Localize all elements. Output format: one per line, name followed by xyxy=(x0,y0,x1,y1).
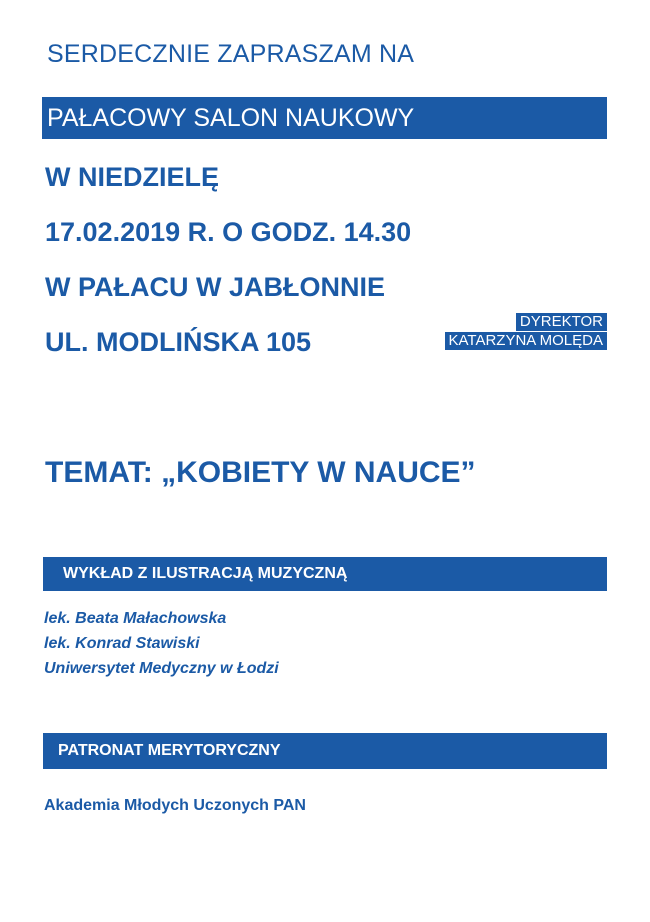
event-name-banner: PAŁACOWY SALON NAUKOWY xyxy=(42,97,607,139)
event-address: UL. MODLIŃSKA 105 xyxy=(45,327,312,357)
speaker-affiliation: Uniwersytet Medyczny w Łodzi xyxy=(44,660,279,677)
event-day: W NIEDZIELĘ xyxy=(45,162,219,192)
speaker-1: lek. Beata Małachowska xyxy=(44,610,227,627)
patron-organization: Akademia Młodych Uczonych PAN xyxy=(44,797,306,814)
director-role: DYREKTOR xyxy=(516,313,607,331)
speaker-2: lek. Konrad Stawiski xyxy=(44,635,200,652)
invitation-intro: SERDECZNIE ZAPRASZAM NA xyxy=(47,40,415,68)
director-name: KATARZYNA MOLĘDA xyxy=(445,332,607,350)
topic-heading: TEMAT: „KOBIETY W NAUCE” xyxy=(45,456,476,489)
lecture-heading-banner: WYKŁAD Z ILUSTRACJĄ MUZYCZNĄ xyxy=(43,557,607,591)
patronage-heading-banner: PATRONAT MERYTORYCZNY xyxy=(43,733,607,769)
event-venue: W PAŁACU W JABŁONNIE xyxy=(45,272,385,302)
event-date-time: 17.02.2019 R. O GODZ. 14.30 xyxy=(45,217,412,247)
